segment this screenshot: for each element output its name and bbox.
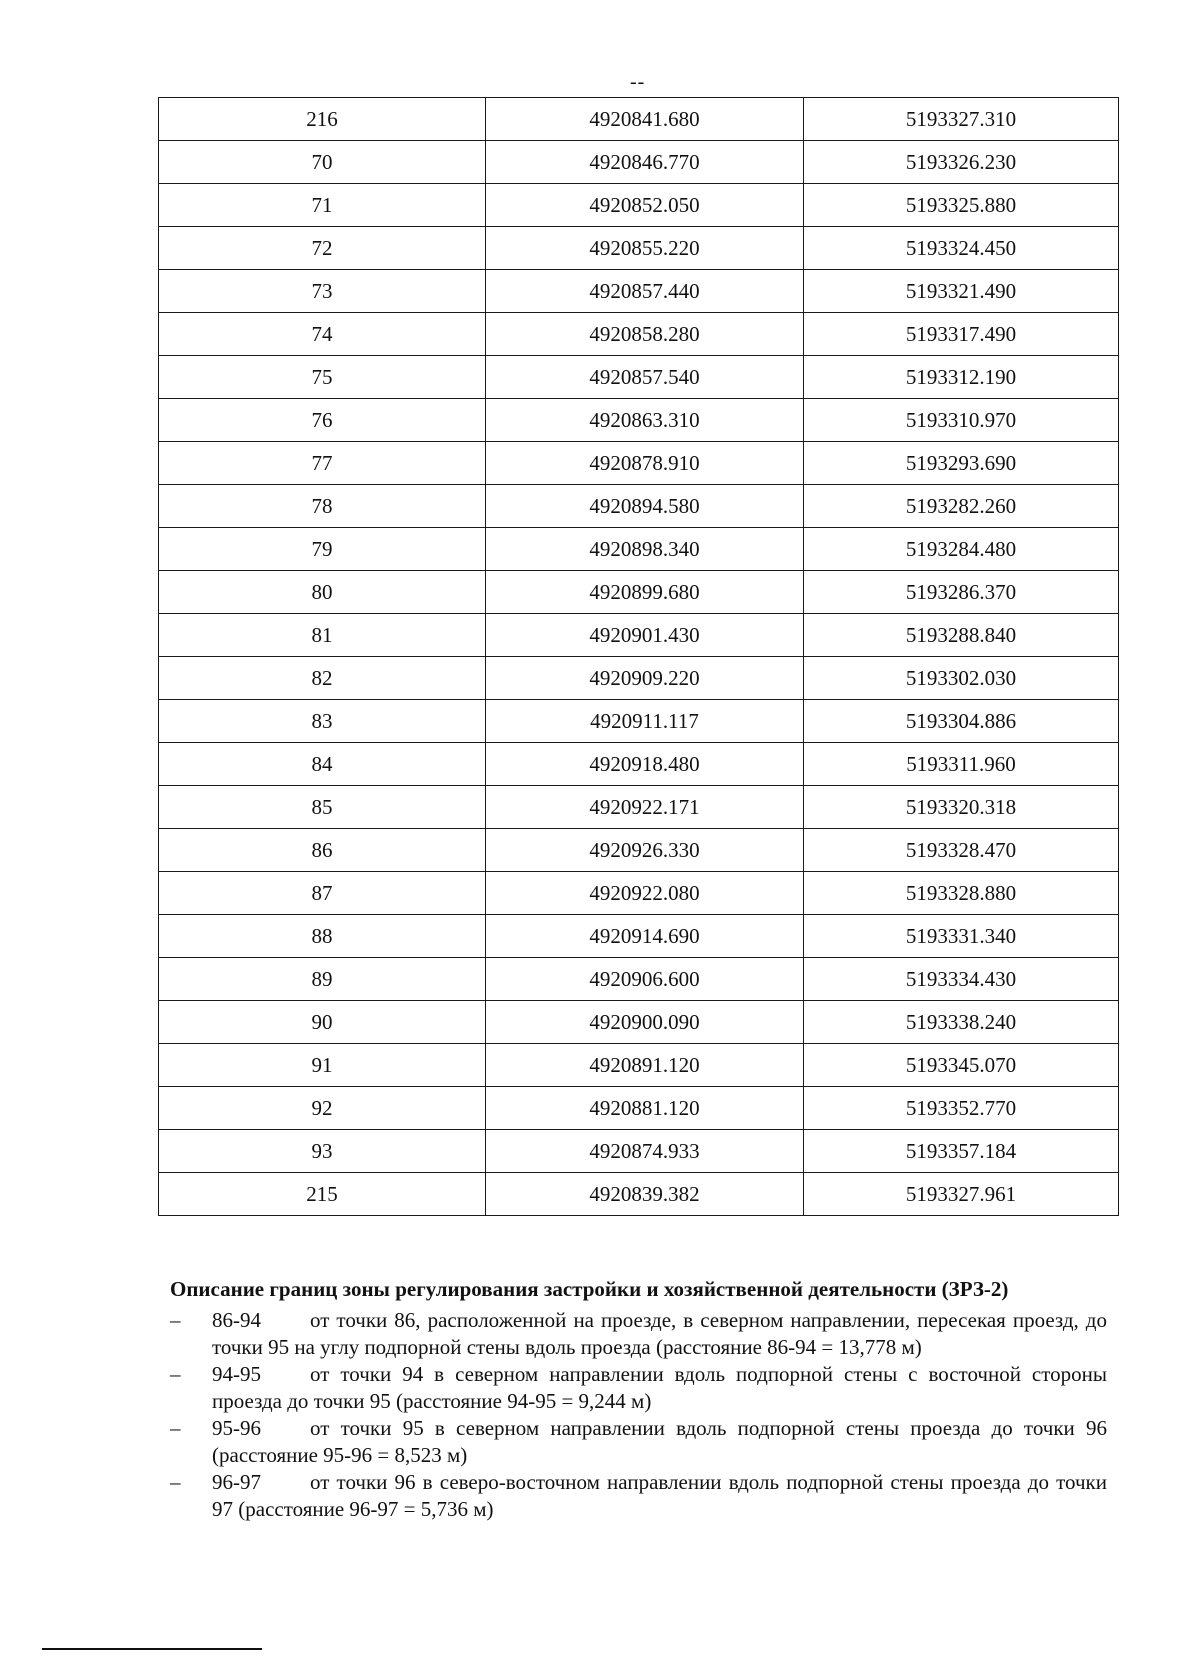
y-coordinate-cell: 5193325.880 — [804, 184, 1119, 227]
point-number-cell: 84 — [159, 743, 486, 786]
x-coordinate-cell: 4920852.050 — [486, 184, 804, 227]
table-row — [159, 915, 1119, 958]
x-coordinate-cell: 4920891.120 — [486, 1044, 804, 1087]
table-row — [159, 1001, 1119, 1044]
boundary-segment-list — [170, 1307, 1107, 1523]
y-coordinate-cell: 5193328.880 — [804, 872, 1119, 915]
y-coordinate-cell: 5193284.480 — [804, 528, 1119, 571]
table-row — [159, 313, 1119, 356]
list-item — [170, 1307, 1107, 1361]
y-coordinate-cell: 5193331.340 — [804, 915, 1119, 958]
y-coordinate-cell: 5193328.470 — [804, 829, 1119, 872]
table-row — [159, 356, 1119, 399]
point-number-cell: 90 — [159, 1001, 486, 1044]
y-coordinate-cell: 5193286.370 — [804, 571, 1119, 614]
point-number-cell: 87 — [159, 872, 486, 915]
segment-range: 95-96 — [212, 1416, 261, 1440]
point-number-cell: 74 — [159, 313, 486, 356]
table-row — [159, 700, 1119, 743]
x-coordinate-cell: 4920857.540 — [486, 356, 804, 399]
table-row — [159, 743, 1119, 786]
coordinates-table-body — [159, 98, 1119, 1216]
y-coordinate-cell: 5193327.961 — [804, 1173, 1119, 1216]
table-row — [159, 872, 1119, 915]
y-coordinate-cell: 5193293.690 — [804, 442, 1119, 485]
table-row — [159, 829, 1119, 872]
coordinates-table — [158, 97, 1119, 1216]
list-item — [170, 1415, 1107, 1469]
y-coordinate-cell: 5193345.070 — [804, 1044, 1119, 1087]
table-row — [159, 141, 1119, 184]
point-number-cell: 86 — [159, 829, 486, 872]
x-coordinate-cell: 4920922.171 — [486, 786, 804, 829]
table-row — [159, 571, 1119, 614]
point-number-cell: 85 — [159, 786, 486, 829]
point-number-cell: 73 — [159, 270, 486, 313]
point-number-cell: 88 — [159, 915, 486, 958]
y-coordinate-cell: 5193352.770 — [804, 1087, 1119, 1130]
point-number-cell: 91 — [159, 1044, 486, 1087]
point-number-cell: 75 — [159, 356, 486, 399]
point-number-cell: 89 — [159, 958, 486, 1001]
point-number-cell: 92 — [159, 1087, 486, 1130]
x-coordinate-cell: 4920863.310 — [486, 399, 804, 442]
y-coordinate-cell: 5193320.318 — [804, 786, 1119, 829]
x-coordinate-cell: 4920846.770 — [486, 141, 804, 184]
y-coordinate-cell: 5193338.240 — [804, 1001, 1119, 1044]
point-number-cell: 93 — [159, 1130, 486, 1173]
list-dash: – — [170, 1416, 181, 1440]
y-coordinate-cell: 5193304.886 — [804, 700, 1119, 743]
point-number-cell: 215 — [159, 1173, 486, 1216]
y-coordinate-cell: 5193324.450 — [804, 227, 1119, 270]
y-coordinate-cell: 5193310.970 — [804, 399, 1119, 442]
table-row — [159, 657, 1119, 700]
segment-range: 94-95 — [212, 1362, 261, 1386]
list-dash: – — [170, 1362, 181, 1386]
x-coordinate-cell: 4920918.480 — [486, 743, 804, 786]
segment-range: 86-94 — [212, 1308, 261, 1332]
table-row — [159, 227, 1119, 270]
x-coordinate-cell: 4920909.220 — [486, 657, 804, 700]
point-number-cell: 82 — [159, 657, 486, 700]
point-number-cell: 79 — [159, 528, 486, 571]
x-coordinate-cell: 4920898.340 — [486, 528, 804, 571]
point-number-cell: 78 — [159, 485, 486, 528]
point-number-cell: 81 — [159, 614, 486, 657]
y-coordinate-cell: 5193334.430 — [804, 958, 1119, 1001]
y-coordinate-cell: 5193357.184 — [804, 1130, 1119, 1173]
table-row — [159, 270, 1119, 313]
y-coordinate-cell: 5193311.960 — [804, 743, 1119, 786]
table-row — [159, 958, 1119, 1001]
x-coordinate-cell: 4920855.220 — [486, 227, 804, 270]
point-number-cell: 72 — [159, 227, 486, 270]
segment-description: от точки 86, расположенной на проезде, в северном направлении, пересекая проезд, до точки 95 на углу подпорной стены вдоль проезда (расстояние 86-94 = 13,778 м) — [212, 1308, 1107, 1359]
x-coordinate-cell: 4920899.680 — [486, 571, 804, 614]
y-coordinate-cell: 5193302.030 — [804, 657, 1119, 700]
x-coordinate-cell: 4920900.090 — [486, 1001, 804, 1044]
x-coordinate-cell: 4920857.440 — [486, 270, 804, 313]
table-row — [159, 399, 1119, 442]
page-top-mark: -- — [630, 71, 646, 93]
table-row — [159, 1044, 1119, 1087]
point-number-cell: 83 — [159, 700, 486, 743]
x-coordinate-cell: 4920858.280 — [486, 313, 804, 356]
point-number-cell: 80 — [159, 571, 486, 614]
segment-description: от точки 95 в северном направлении вдоль подпорной стены проезда до точки 96 (расстояние 95-96 = 8,523 м) — [212, 1416, 1107, 1467]
x-coordinate-cell: 4920839.382 — [486, 1173, 804, 1216]
table-row — [159, 614, 1119, 657]
x-coordinate-cell: 4920874.933 — [486, 1130, 804, 1173]
y-coordinate-cell: 5193326.230 — [804, 141, 1119, 184]
list-dash: – — [170, 1308, 181, 1332]
x-coordinate-cell: 4920914.690 — [486, 915, 804, 958]
x-coordinate-cell: 4920878.910 — [486, 442, 804, 485]
segment-description: от точки 94 в северном направлении вдоль подпорной стены с восточной стороны проезда до точки 95 (расстояние 94-95 = 9,244 м) — [212, 1362, 1107, 1413]
point-number-cell: 76 — [159, 399, 486, 442]
table-row — [159, 786, 1119, 829]
y-coordinate-cell: 5193321.490 — [804, 270, 1119, 313]
x-coordinate-cell: 4920926.330 — [486, 829, 804, 872]
table-row — [159, 98, 1119, 141]
point-number-cell: 216 — [159, 98, 486, 141]
table-row — [159, 528, 1119, 571]
segment-description: от точки 96 в северо-восточном направлении вдоль подпорной стены проезда до точки 97 (расстояние 96-97 = 5,736 м) — [212, 1470, 1107, 1521]
table-row — [159, 184, 1119, 227]
list-dash: – — [170, 1470, 181, 1494]
point-number-cell: 77 — [159, 442, 486, 485]
table-row — [159, 485, 1119, 528]
y-coordinate-cell: 5193327.310 — [804, 98, 1119, 141]
segment-range: 96-97 — [212, 1470, 261, 1494]
y-coordinate-cell: 5193312.190 — [804, 356, 1119, 399]
section-title: Описание границ зоны регулирования застройки и хозяйственной деятельности (ЗРЗ-2) — [170, 1277, 1009, 1301]
table-row — [159, 442, 1119, 485]
list-item — [170, 1469, 1107, 1523]
y-coordinate-cell: 5193288.840 — [804, 614, 1119, 657]
footnote-divider — [42, 1648, 262, 1650]
x-coordinate-cell: 4920906.600 — [486, 958, 804, 1001]
list-item — [170, 1361, 1107, 1415]
x-coordinate-cell: 4920841.680 — [486, 98, 804, 141]
point-number-cell: 71 — [159, 184, 486, 227]
table-row — [159, 1087, 1119, 1130]
y-coordinate-cell: 5193317.490 — [804, 313, 1119, 356]
x-coordinate-cell: 4920922.080 — [486, 872, 804, 915]
point-number-cell: 70 — [159, 141, 486, 184]
table-row — [159, 1173, 1119, 1216]
x-coordinate-cell: 4920901.430 — [486, 614, 804, 657]
x-coordinate-cell: 4920881.120 — [486, 1087, 804, 1130]
x-coordinate-cell: 4920911.117 — [486, 700, 804, 743]
y-coordinate-cell: 5193282.260 — [804, 485, 1119, 528]
table-row — [159, 1130, 1119, 1173]
x-coordinate-cell: 4920894.580 — [486, 485, 804, 528]
